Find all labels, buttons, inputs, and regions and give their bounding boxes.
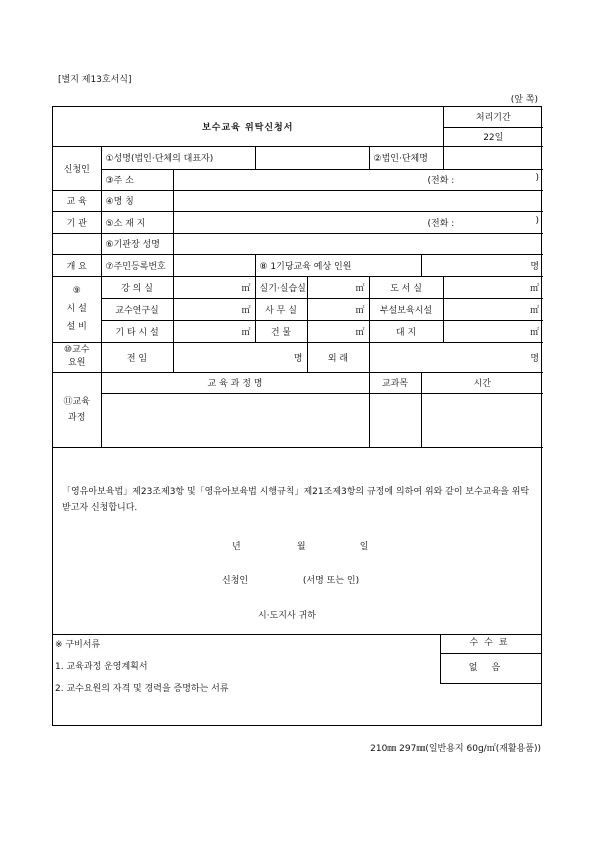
research-room-area[interactable]: ㎡	[173, 298, 255, 320]
hours-field[interactable]	[421, 393, 543, 447]
library-area[interactable]: ㎡	[443, 276, 543, 298]
subject-field[interactable]	[369, 393, 421, 447]
childcare-facility-area[interactable]: ㎡	[443, 298, 543, 320]
institution-phone-label: (전화 :	[427, 218, 455, 229]
fulltime-staff-count[interactable]: 명	[173, 342, 307, 372]
declaration-text: 「영유아보육법」제23조제3항 및「영유아보육법 시행규칙」제21조제3항의 규정에 의하여 위와 같이 보수교육을 위탁받고자 신청합니다.	[62, 487, 530, 513]
course-label-2: 과정	[68, 412, 86, 423]
office-label: 사 무 실	[255, 298, 307, 320]
course-section-label	[53, 372, 101, 447]
practice-room-area[interactable]: ㎡	[307, 276, 369, 298]
library-label: 도 서 실	[369, 276, 443, 298]
application-form	[52, 106, 542, 726]
registration-number-label: ⑦주민등록번호	[101, 254, 173, 276]
facilities-label-1: 시 설	[66, 304, 87, 314]
childcare-facility-label: 부설보육시설	[369, 298, 443, 320]
date-month: 월	[296, 542, 306, 552]
applicant-signature[interactable]	[222, 573, 359, 586]
external-staff-count[interactable]: 명	[369, 342, 543, 372]
fee-value: 없음	[468, 663, 515, 673]
institution-location-label: ⑤소 재 지	[101, 211, 173, 233]
facilities-number: ⑨	[72, 286, 81, 296]
fee-box	[440, 634, 542, 684]
processing-period-label: 처리기간	[443, 107, 543, 127]
course-name-field[interactable]	[101, 393, 369, 447]
paper-spec: 210㎜ 297㎜(일반용지 60g/㎡(재활용품))	[370, 744, 541, 754]
land-label: 대 지	[369, 320, 443, 342]
applicant-address-label: ③주 소	[101, 169, 173, 190]
other-facilities-label: 기 타 시 설	[101, 320, 173, 342]
form-table	[53, 107, 543, 448]
signature-label: 신청인	[222, 576, 249, 586]
staff-section-label	[53, 342, 101, 372]
date-day: 일	[359, 542, 369, 552]
expected-trainees-field[interactable]: 명	[421, 254, 543, 276]
institution-section-label-3: 개 요	[53, 254, 101, 276]
application-date	[232, 539, 368, 552]
institution-section-label-1: 교 육	[53, 190, 101, 211]
applicant-address-field[interactable]	[173, 169, 543, 190]
facilities-label-2: 설 비	[66, 322, 87, 332]
document-item-1: 1. 교육과정 운영계획서	[55, 662, 148, 672]
processing-period-value: 22일	[443, 127, 543, 146]
document-item-2: 2. 교수요원의 자격 및 경력을 증명하는 서류	[55, 684, 229, 694]
date-year: 년	[232, 542, 241, 552]
required-documents	[53, 634, 440, 700]
facilities-section-label	[53, 276, 101, 342]
external-staff-label: 외 래	[307, 342, 369, 372]
institution-phone-close: )	[535, 215, 540, 226]
institution-head-label: ⑥기관장 성명	[101, 233, 173, 254]
institution-section-blank	[53, 233, 101, 254]
fee-label: 수수료	[441, 634, 542, 654]
building-area[interactable]: ㎡	[307, 320, 369, 342]
building-label: 건 물	[255, 320, 307, 342]
org-name-field[interactable]	[443, 146, 543, 169]
documents-header: ※ 구비서류	[55, 640, 101, 650]
institution-head-field[interactable]	[173, 233, 543, 254]
applicant-phone-label: (전화 :	[427, 176, 455, 186]
office-area[interactable]: ㎡	[307, 298, 369, 320]
institution-location-field[interactable]	[173, 211, 543, 233]
applicant-name-field[interactable]	[255, 146, 369, 169]
applicant-section-label: 신청인	[53, 146, 101, 190]
institution-name-field[interactable]	[173, 190, 543, 211]
research-room-label: 교수연구실	[101, 298, 173, 320]
other-facilities-area[interactable]: ㎡	[173, 320, 255, 342]
fulltime-staff-label: 전 임	[101, 342, 173, 372]
registration-number-field[interactable]	[173, 254, 255, 276]
applicant-phone-close: )	[535, 173, 540, 183]
page-side-label: (앞 쪽)	[510, 95, 538, 105]
expected-trainees-label: ⑧ 1기당교육 예상 인원	[255, 254, 421, 276]
applicant-name-label: ①성명(법인·단체의 대표자)	[101, 146, 255, 169]
form-title: 보수교육 위탁신청서	[53, 107, 443, 146]
institution-name-label: ④명 칭	[101, 190, 173, 211]
signature-note: (서명 또는 인)	[302, 576, 360, 586]
land-area[interactable]: ㎡	[443, 320, 543, 342]
hours-header: 시간	[421, 372, 543, 393]
lecture-room-label: 강 의 실	[101, 276, 173, 298]
practice-room-label: 실기·실습실	[255, 276, 307, 298]
staff-label-1: ⑩교수	[64, 345, 90, 355]
institution-section-label-2: 기 관	[53, 211, 101, 233]
course-name-header: 교 육 과 정 명	[101, 372, 369, 393]
staff-label-2: 요원	[68, 358, 86, 368]
lecture-room-area[interactable]: ㎡	[173, 276, 255, 298]
subject-header: 교과목	[369, 372, 421, 393]
form-number: [별지 제13호서식]	[58, 75, 132, 85]
org-name-label: ②법인·단체명	[369, 146, 443, 169]
course-label-1: ⑪교육	[63, 396, 90, 407]
addressee: 시·도지사 귀하	[258, 611, 316, 621]
